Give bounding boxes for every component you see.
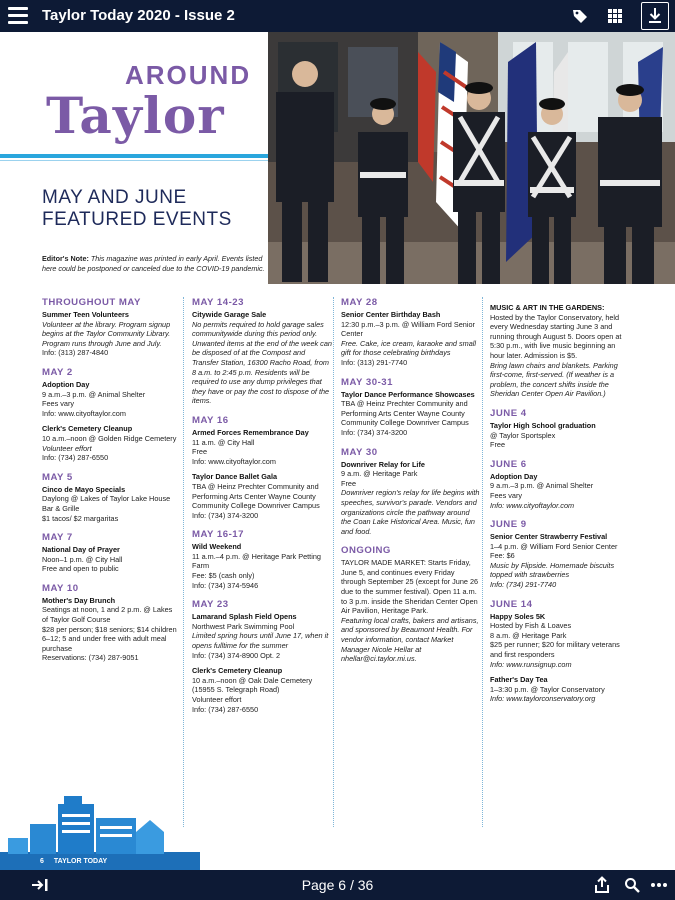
event-detail: Volunteer effort bbox=[42, 443, 92, 453]
event-detail: Free and open to public bbox=[42, 564, 119, 574]
event-detail: Info: (734) 374-3200 bbox=[192, 510, 259, 520]
event-detail: Info: www.cityoftaylor.com bbox=[42, 408, 126, 418]
event-detail: 12:30 p.m.–3 p.m. @ William Ford Senior Center bbox=[341, 319, 475, 339]
event-entry bbox=[192, 666, 332, 714]
event-entry bbox=[490, 472, 630, 510]
event-detail: Info: (734) 291-7740 bbox=[490, 580, 557, 590]
magazine-page bbox=[0, 32, 675, 870]
events-column-2 bbox=[192, 297, 332, 714]
event-detail: Info: (734) 374-5946 bbox=[192, 580, 259, 590]
event-title: Clerk's Cemetery Cleanup bbox=[42, 424, 133, 434]
event-date-heading: JUNE 14 bbox=[490, 598, 533, 610]
event-entry bbox=[42, 545, 177, 574]
page-footer bbox=[40, 858, 107, 865]
event-entry bbox=[341, 310, 481, 368]
event-title: Wild Weekend bbox=[192, 542, 242, 552]
event-entry bbox=[42, 424, 177, 462]
event-detail: Featuring local crafts, bakers and artisans, and sponsored by Beaumont Health. For vendor information, contact Market Manager Nicole Hellar at nhellar@ci.taylor.mi.us. bbox=[341, 615, 479, 664]
tag-icon[interactable] bbox=[567, 4, 593, 28]
event-detail: Fees vary bbox=[490, 490, 523, 500]
event-title: Adoption Day bbox=[42, 379, 90, 389]
event-title: Mother's Day Brunch bbox=[42, 595, 116, 605]
hamburger-menu-icon[interactable] bbox=[8, 7, 28, 25]
event-date-heading: MAY 23 bbox=[192, 599, 229, 611]
event-title: Summer Teen Volunteers bbox=[42, 310, 129, 319]
event-entry bbox=[42, 310, 177, 358]
event-detail: TBA @ Heinz Prechter Community and Performing Arts Center Wayne County Community College Downriver Campus bbox=[341, 399, 469, 428]
event-title: Father's Day Tea bbox=[490, 675, 548, 685]
event-detail: Hosted by the Taylor Conservatory, held every Wednesday starting June 3 and running through August 5. Doors open at 5:30 p.m., with live music beginning an hour later. Admission is $5. bbox=[490, 312, 622, 360]
featured-heading bbox=[42, 187, 232, 231]
event-detail: 9 a.m. @ Heritage Park bbox=[341, 469, 418, 479]
event-detail: Free bbox=[341, 478, 357, 488]
events-column-1 bbox=[42, 297, 177, 663]
event-title: Happy Soles 5K bbox=[490, 611, 546, 621]
event-date-heading: MAY 14-23 bbox=[192, 297, 244, 308]
event-detail: @ Taylor Sportsplex bbox=[490, 430, 556, 440]
top-app-bar bbox=[0, 0, 675, 32]
event-date-heading: MAY 16-17 bbox=[192, 529, 244, 541]
event-entry bbox=[341, 460, 481, 537]
event-detail: Info: (734) 287-6550 bbox=[192, 704, 259, 714]
event-entry bbox=[490, 532, 630, 590]
event-title: Lamarand Splash Field Opens bbox=[192, 612, 297, 622]
event-detail: $1 tacos/ $2 margaritas bbox=[42, 513, 119, 523]
event-detail: 1–3:30 p.m. @ Taylor Conservatory bbox=[490, 684, 605, 694]
event-detail: Bring lawn chairs and blankets. Parking first-come, first-served. (If weather is a problem, the concert shifts inside the Sheridan Center Open Air Pavilion.) bbox=[490, 360, 618, 399]
event-detail: Noon–1 p.m. @ City Hall bbox=[42, 554, 123, 564]
publication-title: Taylor Today 2020 - Issue 2 bbox=[42, 7, 235, 24]
footer-page-number: 6 bbox=[40, 858, 44, 865]
editors-note bbox=[42, 254, 268, 273]
event-detail: Free bbox=[490, 440, 506, 450]
event-detail: Info: (734) 374-3200 bbox=[341, 427, 408, 437]
event-title: Senior Center Birthday Bash bbox=[341, 310, 441, 319]
events-column-4 bbox=[490, 297, 630, 704]
event-entry bbox=[490, 421, 630, 450]
event-date-heading: MAY 5 bbox=[42, 471, 73, 483]
event-detail: Free bbox=[192, 447, 208, 457]
event-detail: 10 a.m.–noon @ Oak Dale Cemetery (15955 S. Telegraph Road) bbox=[192, 675, 313, 695]
event-detail: Volunteer effort bbox=[192, 695, 242, 704]
event-detail: Limited spring hours until June 17, when it opens fulltime for the summer bbox=[192, 631, 329, 651]
event-detail: Fee: $5 (cash only) bbox=[192, 571, 255, 581]
event-entry bbox=[341, 390, 481, 438]
event-entry bbox=[192, 472, 332, 520]
event-date-heading: MAY 16 bbox=[192, 414, 229, 426]
title-rule bbox=[0, 154, 268, 158]
event-entry bbox=[490, 612, 630, 670]
editors-note-text: This magazine was printed in early April. Events listed here could be postponed or canceled due to the COVID-19 pandemic. bbox=[42, 254, 265, 273]
featured-line-1: MAY AND JUNE bbox=[42, 187, 187, 208]
event-date-heading: JUNE 6 bbox=[490, 458, 527, 470]
event-detail: 1–4 p.m. @ William Ford Senior Center bbox=[490, 541, 618, 551]
event-entry bbox=[490, 675, 630, 704]
event-detail: Info: www.cityoftaylor.com bbox=[490, 500, 575, 510]
event-title: Clerk's Cemetery Cleanup bbox=[192, 666, 283, 676]
editors-note-label: Editor's Note: bbox=[42, 254, 89, 263]
event-date-heading: MAY 28 bbox=[341, 297, 378, 308]
event-entry bbox=[42, 485, 177, 523]
column-divider bbox=[333, 297, 334, 827]
event-date-heading: MAY 2 bbox=[42, 366, 73, 378]
event-detail: 8 a.m. @ Heritage Park bbox=[490, 630, 567, 640]
event-detail: 11 a.m.–4 p.m. @ Heritage Park Petting Farm bbox=[192, 551, 321, 571]
event-date-heading: ONGOING bbox=[341, 545, 391, 557]
share-icon[interactable] bbox=[591, 875, 613, 895]
footer-brand: TAYLOR TODAY bbox=[53, 858, 108, 865]
event-date-heading: MAY 7 bbox=[42, 532, 73, 544]
page-indicator[interactable]: Page 6 / 36 bbox=[301, 877, 374, 893]
event-title: Cinco de Mayo Specials bbox=[42, 484, 126, 494]
event-title: Adoption Day bbox=[490, 471, 538, 481]
grid-icon[interactable] bbox=[602, 4, 628, 28]
event-detail: Info: www.cityoftaylor.com bbox=[192, 456, 276, 466]
event-detail: Info: www.taylorconservatory.org bbox=[490, 694, 596, 704]
event-entry bbox=[42, 380, 177, 418]
event-entry bbox=[490, 303, 630, 399]
event-detail: Volunteer at the library. Program signup begins at the Taylor Community Library. Program runs through June and July. bbox=[42, 319, 171, 348]
event-detail: Free. Cake, ice cream, karaoke and small gift for those celebrating birthdays bbox=[341, 338, 477, 358]
event-title: Downriver Relay for Life bbox=[341, 459, 425, 469]
column-divider bbox=[183, 297, 184, 827]
event-title: Armed Forces Remembrance Day bbox=[192, 427, 309, 437]
event-title: MUSIC & ART IN THE GARDENS: bbox=[490, 303, 605, 312]
event-date-heading: JUNE 9 bbox=[490, 519, 527, 531]
event-entry bbox=[192, 542, 332, 590]
event-date-heading: MAY 30 bbox=[341, 446, 378, 458]
event-detail: 9 a.m.–3 p.m. @ Animal Shelter bbox=[490, 481, 594, 491]
search-icon[interactable] bbox=[621, 875, 643, 895]
event-entry bbox=[192, 612, 332, 660]
event-detail: Fees vary bbox=[42, 399, 75, 409]
event-detail: Info: (734) 287-6550 bbox=[42, 453, 109, 463]
event-entry bbox=[341, 558, 481, 664]
event-title: Taylor High School graduation bbox=[490, 420, 596, 430]
event-title: Taylor Dance Performance Showcases bbox=[341, 389, 475, 399]
event-entry bbox=[192, 310, 332, 406]
event-detail: Info: www.runsignup.com bbox=[490, 659, 572, 669]
event-detail: Downriver region's relay for life begins with speeches, survivor's parade. Vendors and organizations circle the pathway around the Coan Lake Historical Area. Music, fun and food. bbox=[341, 488, 480, 536]
event-detail: Music by Flipside. Homemade biscuits topped with strawberries bbox=[490, 560, 615, 580]
column-divider bbox=[482, 297, 483, 827]
color-guard-photo bbox=[268, 32, 675, 284]
event-date-heading: JUNE 4 bbox=[490, 407, 527, 419]
event-detail: 11 a.m. @ City Hall bbox=[192, 437, 255, 447]
event-title: Senior Center Strawberry Festival bbox=[490, 532, 608, 542]
event-detail: Info: (313) 287-4840 bbox=[42, 348, 109, 358]
download-icon[interactable] bbox=[641, 2, 669, 30]
event-detail: Info: (313) 291-7740 bbox=[341, 357, 408, 367]
event-detail: 10 a.m.–noon @ Golden Ridge Cemetery bbox=[42, 433, 177, 443]
section-title: Taylor bbox=[46, 86, 225, 145]
event-title: Taylor Dance Ballet Gala bbox=[192, 472, 278, 482]
event-detail: Fee: $6 bbox=[490, 551, 515, 561]
event-title: Citywide Garage Sale bbox=[192, 310, 267, 319]
event-detail: Daylong @ Lakes of Taylor Lake House Bar & Grille bbox=[42, 494, 171, 513]
event-detail: Reservations: (734) 287-9051 bbox=[42, 653, 139, 663]
event-detail: Info: (734) 374-8900 Opt. 2 bbox=[192, 650, 281, 660]
event-detail: Seatings at noon, 1 and 2 p.m. @ Lakes of Taylor Golf Course bbox=[42, 605, 173, 625]
event-date-heading: MAY 10 bbox=[42, 582, 79, 594]
event-entry bbox=[192, 428, 332, 466]
featured-line-2: FEATURED EVENTS bbox=[42, 209, 232, 230]
event-detail: 9 a.m.–3 p.m. @ Animal Shelter bbox=[42, 389, 146, 399]
bottom-toolbar bbox=[0, 870, 675, 900]
event-detail: Hosted by Fish & Loaves bbox=[490, 621, 572, 631]
title-rule-thin bbox=[0, 160, 268, 161]
event-entry bbox=[42, 596, 177, 663]
event-detail: $25 per runner; $20 for military veterans and first responders bbox=[490, 640, 620, 660]
event-detail: TAYLOR MADE MARKET: Starts Friday, June 5, and continues every Friday through September 25 (except for June 26 due to the summer festival). Open 11 a.m. to 3 p.m. inside the Sheridan Center Open Air Pavilion, Heritage Park. bbox=[341, 558, 479, 616]
event-detail: Northwest Park Swimming Pool bbox=[192, 621, 295, 631]
events-column-3 bbox=[341, 297, 481, 664]
event-date-heading: THROUGHOUT MAY bbox=[42, 297, 141, 308]
event-detail: No permits required to hold garage sales communitywide during this period only. Unwanted items at the end of the week can be disposed of at the Compost and Transfer Station, 16300 Racho Road, from 8 a.m. to 2:45 p.m. Residents will be required to use any dump privileges that they have or pay the cost to dispose of the items. bbox=[192, 319, 332, 406]
event-detail: TBA @ Heinz Prechter Community and Performing Arts Center Wayne County Community College Downriver Campus bbox=[192, 481, 320, 511]
event-title: National Day of Prayer bbox=[42, 545, 120, 555]
event-date-heading: MAY 30-31 bbox=[341, 376, 393, 388]
event-detail: $28 per person; $18 seniors; $14 children 6–12; 5 and under free with adult meal purchase bbox=[42, 624, 177, 653]
more-icon[interactable] bbox=[648, 875, 670, 895]
section-kicker: AROUND bbox=[125, 60, 252, 90]
